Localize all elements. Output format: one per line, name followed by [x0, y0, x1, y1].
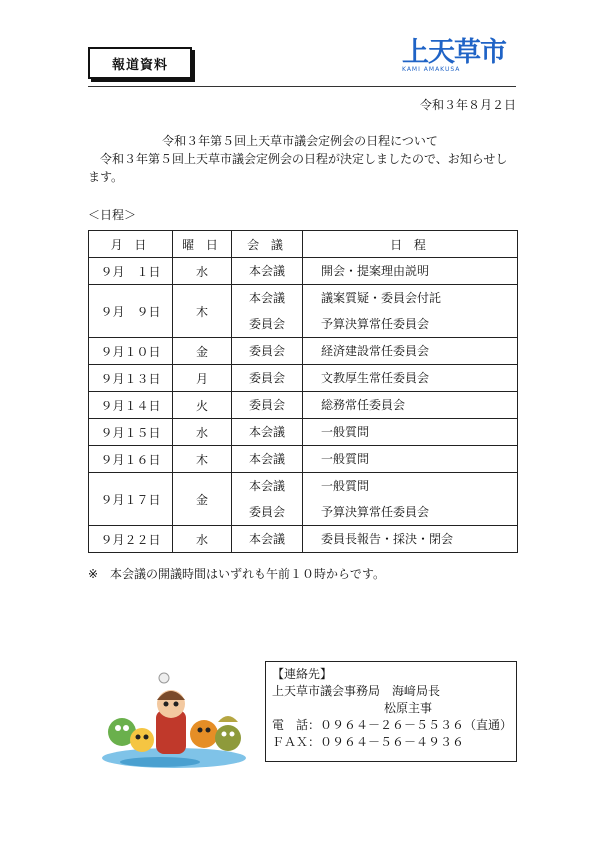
- schedule-row: [89, 338, 518, 365]
- agenda-text: 一般質問: [321, 452, 370, 466]
- header-rule: [88, 86, 516, 87]
- press-release-label: 報道資料: [88, 47, 192, 79]
- meeting-type-text: 委員会: [248, 398, 285, 412]
- schedule-agenda: [303, 258, 518, 285]
- logo-subtext: KAMI AMAKUSA: [402, 66, 461, 73]
- schedule-row: [89, 365, 518, 392]
- meeting-type-text: 委員会: [248, 344, 285, 358]
- schedule-label: ＜日程＞: [88, 208, 137, 222]
- schedule-date-text: ９月１３日: [100, 371, 161, 386]
- schedule-date-text: ９月 ９日: [100, 304, 161, 319]
- schedule-date: [89, 285, 173, 338]
- schedule-meeting-type: [232, 473, 303, 526]
- meeting-type-text: 本会議: [248, 264, 285, 278]
- schedule-agenda: [303, 473, 518, 526]
- meeting-type-text: 委員会: [248, 371, 285, 385]
- meeting-type-text: 本会議: [248, 479, 285, 493]
- mascot-characters-illustration: [100, 670, 248, 770]
- schedule-weekday: [173, 258, 232, 285]
- schedule-row: [89, 258, 518, 285]
- schedule-weekday: [173, 419, 232, 446]
- schedule-weekday-text: 金: [195, 492, 208, 507]
- schedule-date: [89, 473, 173, 526]
- contact-box: [265, 661, 517, 762]
- schedule-weekday: [173, 526, 232, 553]
- schedule-agenda: [303, 285, 518, 338]
- schedule-date: [89, 365, 173, 392]
- contact-fax: ＦＡＸ：０９６４－５６－４９３６: [272, 735, 465, 749]
- schedule-note: ※ 本会議の開議時間はいずれも午前１０時からです。: [88, 567, 385, 581]
- agenda-text: 一般質問: [321, 425, 370, 439]
- schedule-date: [89, 419, 173, 446]
- meeting-type-text: 委員会: [248, 505, 285, 519]
- schedule-date-text: ９月１０日: [100, 344, 161, 359]
- schedule-row: [89, 473, 518, 526]
- schedule-weekday-text: 月: [195, 371, 208, 386]
- schedule-weekday-text: 金: [195, 344, 208, 359]
- schedule-date-text: ９月１６日: [100, 452, 161, 467]
- schedule-weekday: [173, 365, 232, 392]
- schedule-weekday: [173, 338, 232, 365]
- schedule-meeting-type: [232, 285, 303, 338]
- schedule-meeting-type: [232, 446, 303, 473]
- schedule-date-text: ９月２２日: [100, 532, 161, 547]
- schedule-meeting-type: [232, 526, 303, 553]
- header-date: 月 日: [89, 231, 173, 258]
- contact-phone: 電 話：０９６４－２６－５５３６（直通）: [272, 718, 513, 732]
- header-day: 曜 日: [173, 231, 232, 258]
- schedule-date: [89, 258, 173, 285]
- schedule-date: [89, 338, 173, 365]
- schedule-date: [89, 446, 173, 473]
- logo-text: 上天草市: [402, 37, 506, 68]
- schedule-date: [89, 526, 173, 553]
- schedule-weekday-text: 水: [195, 425, 208, 440]
- contact-heading: 【連絡先】: [272, 667, 333, 681]
- schedule-weekday-text: 水: [195, 264, 208, 279]
- meeting-type-text: 本会議: [248, 532, 285, 546]
- schedule-agenda: [303, 446, 518, 473]
- schedule-row: [89, 446, 518, 473]
- schedule-meeting-type: [232, 419, 303, 446]
- schedule-date: [89, 392, 173, 419]
- agenda-text: 予算決算常任委員会: [321, 317, 430, 331]
- schedule-weekday-text: 木: [195, 452, 208, 467]
- document-date: 令和３年８月２日: [419, 98, 516, 112]
- schedule-row: [89, 392, 518, 419]
- agenda-text: 議案質疑・委員会付託: [321, 291, 442, 305]
- agenda-text: 経済建設常任委員会: [321, 344, 430, 358]
- schedule-agenda: [303, 338, 518, 365]
- schedule-weekday-text: 木: [195, 304, 208, 319]
- schedule-meeting-type: [232, 392, 303, 419]
- agenda-text: 総務常任委員会: [321, 398, 406, 412]
- header-meeting: 会 議: [232, 231, 303, 258]
- schedule-weekday: [173, 285, 232, 338]
- schedule-date-text: ９月１７日: [100, 492, 161, 507]
- schedule-agenda: [303, 365, 518, 392]
- agenda-text: 委員長報告・採決・閉会: [321, 532, 454, 546]
- schedule-body: [89, 258, 518, 553]
- schedule-agenda: [303, 392, 518, 419]
- schedule-meeting-type: [232, 258, 303, 285]
- document-title: 令和３年第５回上天草市議会定例会の日程について: [162, 134, 438, 148]
- agenda-text: 開会・提案理由説明: [321, 264, 430, 278]
- meeting-type-text: 本会議: [248, 291, 285, 305]
- agenda-text: 予算決算常任委員会: [321, 505, 430, 519]
- schedule-date-text: ９月１４日: [100, 398, 161, 413]
- schedule-header-row: [89, 231, 518, 258]
- schedule-agenda: [303, 526, 518, 553]
- meeting-type-text: 本会議: [248, 452, 285, 466]
- schedule-date-text: ９月 １日: [100, 264, 161, 279]
- schedule-meeting-type: [232, 365, 303, 392]
- schedule-table: [88, 230, 518, 553]
- contact-staff: 松原主事: [384, 701, 433, 715]
- schedule-row: [89, 419, 518, 446]
- schedule-weekday-text: 火: [195, 398, 208, 413]
- schedule-weekday: [173, 473, 232, 526]
- schedule-weekday-text: 水: [195, 532, 208, 547]
- schedule-row: [89, 285, 518, 338]
- agenda-text: 文教厚生常任委員会: [321, 371, 430, 385]
- schedule-agenda: [303, 419, 518, 446]
- intro-paragraph: 令和３年第５回上天草市議会定例会の日程が決定しましたので、お知らせします。: [88, 152, 508, 184]
- meeting-type-text: 委員会: [248, 317, 285, 331]
- contact-office: 上天草市議会事務局 海﨑局長: [272, 684, 441, 698]
- schedule-row: [89, 526, 518, 553]
- schedule-weekday: [173, 446, 232, 473]
- schedule-meeting-type: [232, 338, 303, 365]
- header-agenda: 日 程: [303, 231, 518, 258]
- schedule-date-text: ９月１５日: [100, 425, 161, 440]
- schedule-weekday: [173, 392, 232, 419]
- meeting-type-text: 本会議: [248, 425, 285, 439]
- city-logo: [402, 38, 512, 80]
- agenda-text: 一般質問: [321, 479, 370, 493]
